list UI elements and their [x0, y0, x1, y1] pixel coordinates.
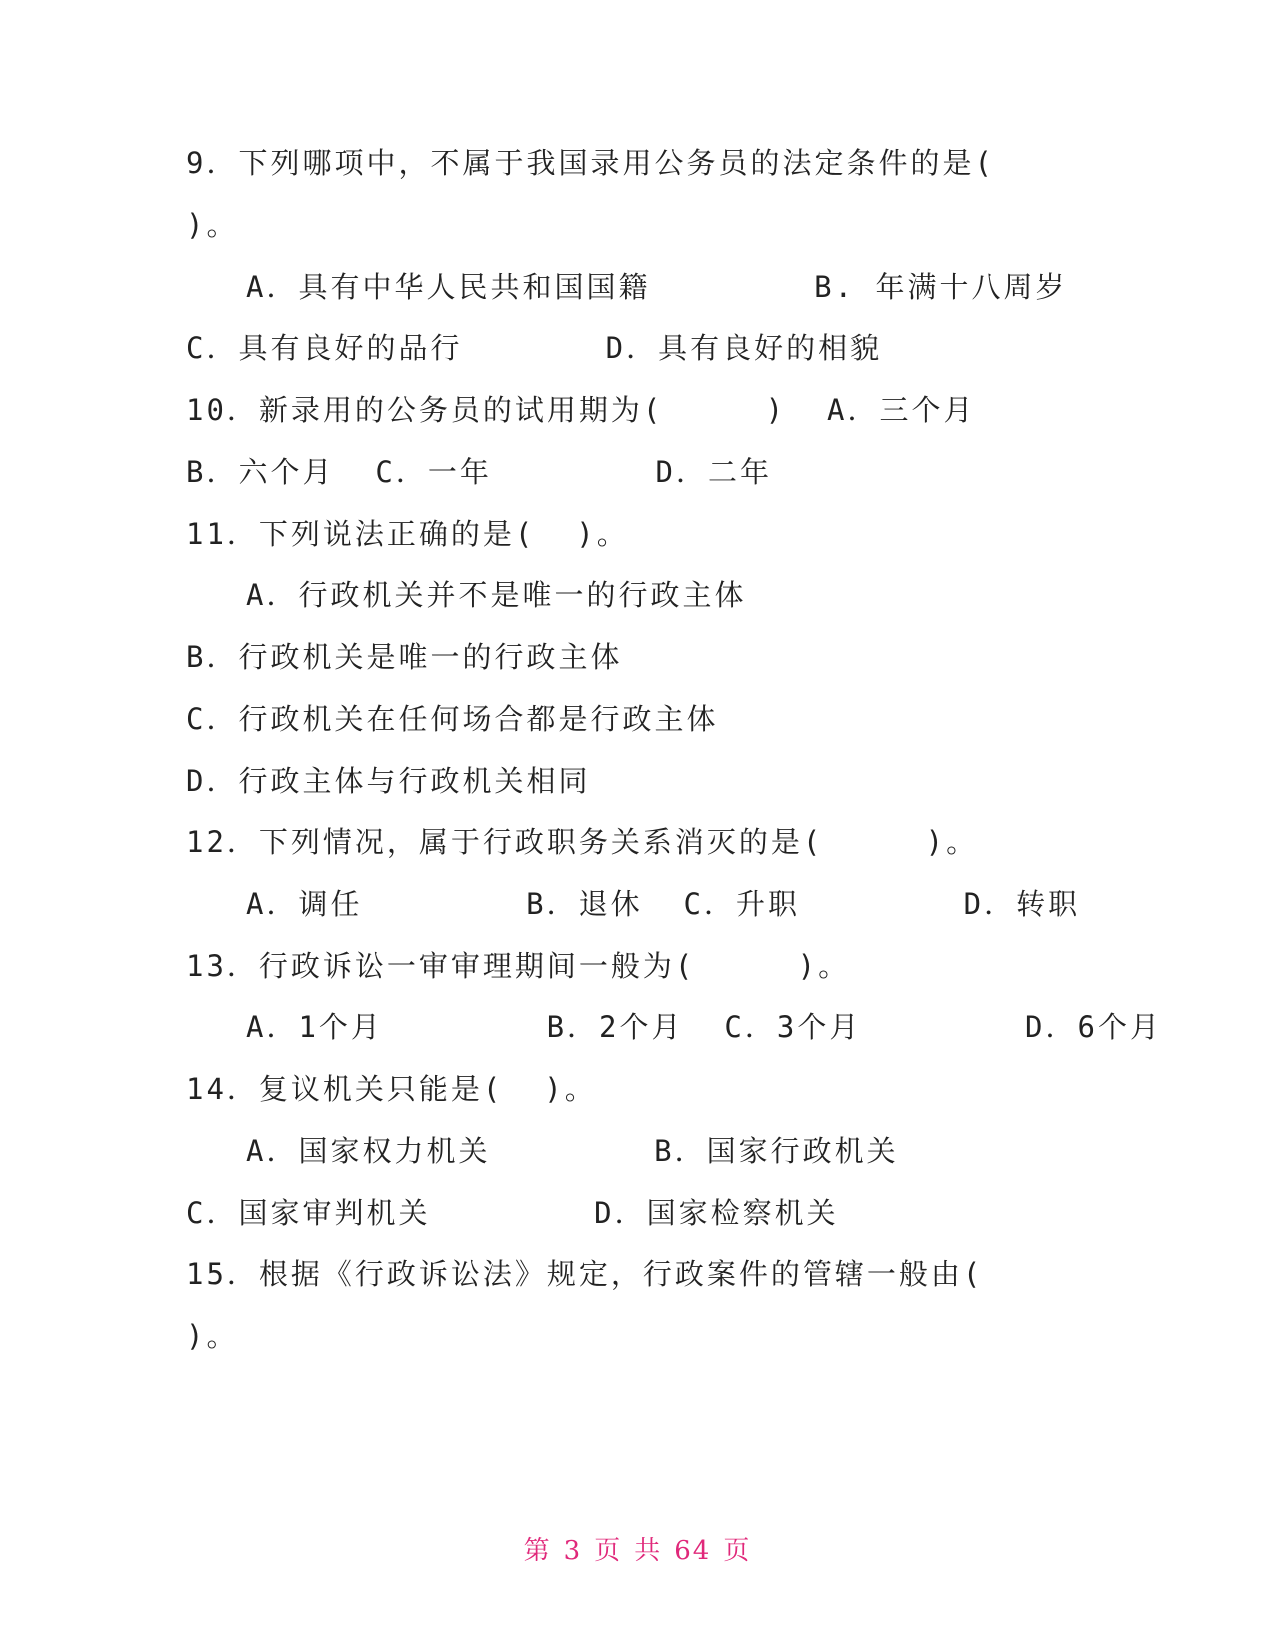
question-9-options-cd: C．具有良好的品行 D．具有良好的相貌 — [186, 331, 883, 365]
question-10-options: B．六个月 C．一年 D．二年 — [186, 455, 772, 489]
footer-current-page: 3 — [563, 1536, 583, 1566]
question-15-stem-cont: )。 — [186, 1319, 239, 1353]
question-12-stem: 12．下列情况，属于行政职务关系消灭的是( )。 — [186, 825, 979, 859]
question-11-option-d: D．行政主体与行政机关相同 — [186, 764, 591, 798]
question-11-option-c: C．行政机关在任何场合都是行政主体 — [186, 702, 719, 736]
footer-label-page: 第 — [523, 1536, 552, 1566]
question-14-options-ab: A．国家权力机关 B．国家行政机关 — [246, 1134, 899, 1168]
footer-label-total: 共 — [634, 1536, 663, 1566]
question-14-stem: 14．复议机关只能是( )。 — [186, 1072, 597, 1106]
question-9-stem-cont: )。 — [186, 208, 239, 242]
question-11-option-a: A．行政机关并不是唯一的行政主体 — [246, 578, 747, 612]
question-9-stem: 9．下列哪项中，不属于我国录用公务员的法定条件的是( — [186, 146, 995, 180]
question-12-options: A．调任 B．退休 C．升职 D．转职 — [246, 887, 1081, 921]
footer-label-ye: 页 — [594, 1536, 623, 1566]
question-13-options: A．1个月 B．2个月 C．3个月 D．6个月 — [246, 1010, 1162, 1044]
question-10-stem: 10．新录用的公务员的试用期为( ) A．三个月 — [186, 393, 976, 427]
question-9-options-ab: A．具有中华人民共和国国籍 B. 年满十八周岁 — [246, 270, 1068, 304]
footer-label-ye2: 页 — [723, 1536, 752, 1566]
question-15-stem: 15．根据《行政诉讼法》规定，行政案件的管辖一般由( — [186, 1257, 984, 1291]
question-13-stem: 13．行政诉讼一审审理期间一般为( )。 — [186, 949, 851, 983]
question-11-option-b: B．行政机关是唯一的行政主体 — [186, 640, 623, 674]
question-11-stem: 11．下列说法正确的是( )。 — [186, 517, 629, 551]
page-footer — [0, 1530, 1275, 1567]
footer-total-pages: 64 — [674, 1536, 712, 1566]
question-14-options-cd: C．国家审判机关 D．国家检察机关 — [186, 1196, 839, 1230]
